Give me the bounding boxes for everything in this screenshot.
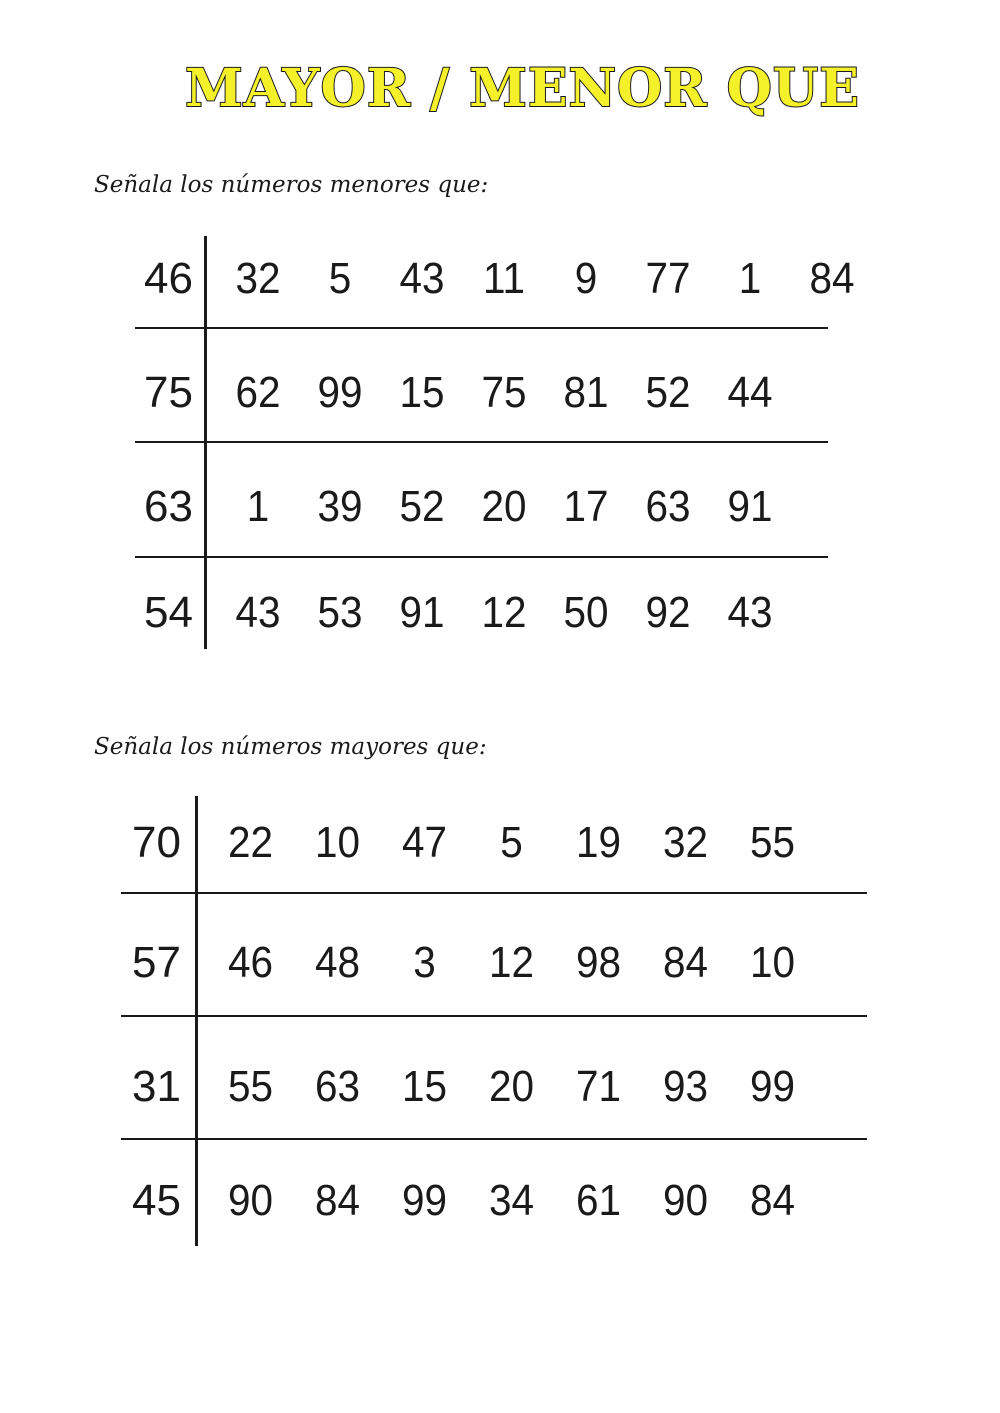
number-cell[interactable]: 50 [563, 588, 609, 637]
row-numbers [217, 244, 873, 314]
number-cell[interactable]: 90 [227, 1176, 274, 1225]
row-key: 45 [132, 1176, 181, 1225]
number-cell[interactable]: 46 [227, 938, 274, 987]
row-numbers [207, 1166, 816, 1236]
table-divider-horizontal [121, 1138, 867, 1140]
number-cell[interactable]: 5 [500, 818, 523, 867]
number-cell[interactable]: 48 [314, 938, 361, 987]
number-cell[interactable]: 47 [401, 818, 448, 867]
row-numbers [207, 928, 816, 998]
number-cell[interactable]: 5 [328, 254, 352, 303]
row-numbers [207, 808, 816, 878]
instruction-less-than: Señala los números menores que: [94, 172, 489, 198]
table-divider-horizontal [121, 1015, 867, 1017]
number-cell[interactable]: 10 [314, 818, 361, 867]
number-cell[interactable]: 99 [749, 1062, 796, 1111]
row-numbers [217, 472, 791, 542]
table-divider-vertical [195, 796, 198, 1246]
number-cell[interactable]: 99 [317, 368, 363, 417]
table-divider-horizontal [135, 441, 828, 443]
number-cell[interactable]: 20 [488, 1062, 535, 1111]
number-cell[interactable]: 43 [235, 588, 281, 637]
number-cell[interactable]: 81 [563, 368, 609, 417]
number-cell[interactable]: 20 [481, 482, 527, 531]
number-cell[interactable]: 84 [749, 1176, 796, 1225]
instruction-greater-than: Señala los números mayores que: [94, 734, 487, 760]
number-cell[interactable]: 63 [645, 482, 691, 531]
page-title: MAYOR / MENOR QUE [185, 58, 860, 119]
number-cell[interactable]: 3 [413, 938, 436, 987]
number-cell[interactable]: 52 [399, 482, 445, 531]
number-cell[interactable]: 84 [809, 254, 855, 303]
number-cell[interactable]: 61 [575, 1176, 622, 1225]
number-cell[interactable]: 98 [575, 938, 622, 987]
number-cell[interactable]: 10 [749, 938, 796, 987]
table-divider-horizontal [135, 556, 828, 558]
number-cell[interactable]: 39 [317, 482, 363, 531]
row-key: 46 [144, 254, 193, 303]
number-cell[interactable]: 34 [488, 1176, 535, 1225]
number-cell[interactable]: 55 [749, 818, 796, 867]
number-cell[interactable]: 62 [235, 368, 281, 417]
number-cell[interactable]: 90 [662, 1176, 709, 1225]
number-cell[interactable]: 53 [317, 588, 363, 637]
number-cell[interactable]: 1 [738, 254, 762, 303]
row-numbers [217, 358, 791, 428]
number-cell[interactable]: 1 [246, 482, 270, 531]
number-cell[interactable]: 55 [227, 1062, 274, 1111]
table-divider-horizontal [135, 327, 828, 329]
number-cell[interactable]: 91 [727, 482, 773, 531]
number-cell[interactable]: 11 [482, 254, 526, 303]
number-cell[interactable]: 91 [399, 588, 445, 637]
number-cell[interactable]: 44 [727, 368, 773, 417]
row-key: 75 [144, 368, 193, 417]
number-cell[interactable]: 12 [481, 588, 527, 637]
number-cell[interactable]: 43 [727, 588, 773, 637]
number-cell[interactable]: 84 [662, 938, 709, 987]
number-cell[interactable]: 63 [314, 1062, 361, 1111]
row-numbers [207, 1052, 816, 1122]
row-key: 70 [132, 818, 181, 867]
table-divider-horizontal [121, 892, 867, 894]
number-cell[interactable]: 17 [563, 482, 609, 531]
number-cell[interactable]: 92 [645, 588, 691, 637]
number-cell[interactable]: 52 [645, 368, 691, 417]
number-cell[interactable]: 19 [575, 818, 622, 867]
number-cell[interactable]: 71 [575, 1062, 622, 1111]
row-key: 63 [144, 482, 193, 531]
number-cell[interactable]: 15 [401, 1062, 448, 1111]
number-cell[interactable]: 32 [235, 254, 281, 303]
number-cell[interactable]: 43 [399, 254, 445, 303]
number-cell[interactable]: 84 [314, 1176, 361, 1225]
number-cell[interactable]: 93 [662, 1062, 709, 1111]
number-cell[interactable]: 77 [645, 254, 691, 303]
number-cell[interactable]: 22 [227, 818, 274, 867]
number-cell[interactable]: 15 [399, 368, 445, 417]
number-cell[interactable]: 99 [401, 1176, 448, 1225]
row-key: 31 [132, 1062, 181, 1111]
number-cell[interactable]: 12 [488, 938, 535, 987]
row-key: 54 [144, 588, 193, 637]
row-numbers [217, 578, 791, 648]
number-cell[interactable]: 9 [574, 254, 598, 303]
number-cell[interactable]: 75 [481, 368, 527, 417]
number-cell[interactable]: 32 [662, 818, 709, 867]
row-key: 57 [132, 938, 181, 987]
